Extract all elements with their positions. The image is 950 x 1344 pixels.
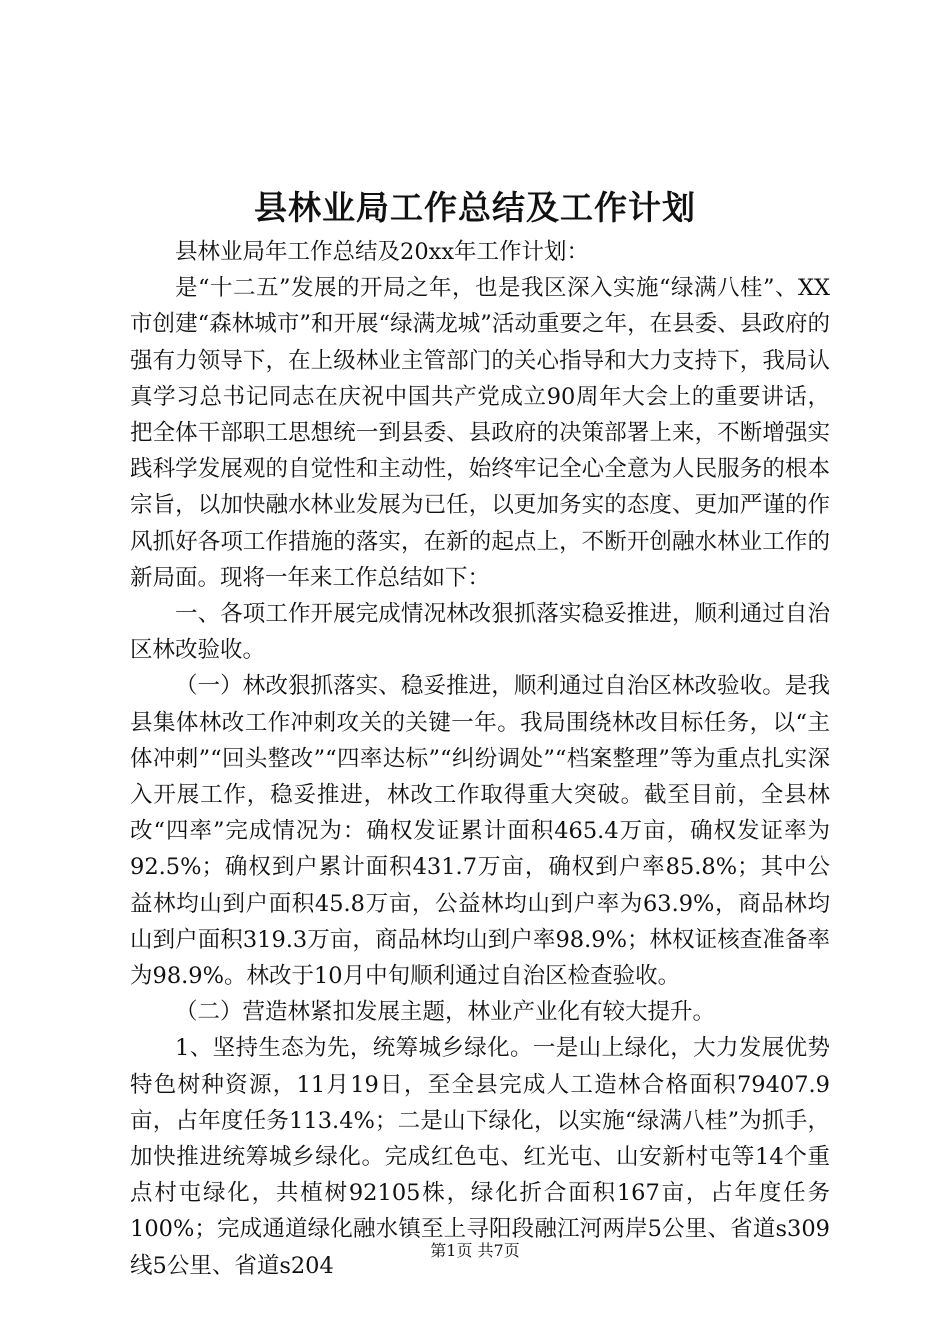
paragraph: 县林业局年工作总结及20xx年工作计划： — [175, 239, 590, 265]
paragraph: （一）林改狠抓落实、稳妥推进，顺利通过自治区林改验收。是我县集体林改工作冲刺攻关的关键一年。我局围绕林改目标任务，以“主体冲刺”“回头整改”“四率达标”“纠纷调处”“档案整理”等为重点扎实深入开展工作，稳妥推进，林改工作取得重大突破。截至目前，全县林改“四率”完成情况为：确权发证累计面积465.4万亩，确权发证率为92.5%；确权到户累计面积431.7万亩，确权到户率85.8%；其中公益林均山到户面积45.8万亩，公益林均山到户率为63.9%，商品林均山到户面积319.3万亩，商品林均山到户率98.9%；林权证核查准备率为98.9%。林改于10月中旬顺利通过自治区检查验收。 — [130, 673, 830, 990]
paragraph: 一、各项工作开展完成情况林改狠抓落实稳妥推进，顺利通过自治区林改验收。 — [130, 601, 830, 664]
paragraph: 是“十二五”发展的开局之年，也是我区深入实施“绿满八桂”、XX市创建“森林城市”和开展“绿满龙城”活动重要之年，在县委、县政府的强有力领导下，在上级林业主管部门的关心指导和大力支持下，我局认真学习总书记同志在庆祝中国共产党成立90周年大会上的重要讲话，把全体干部职工思想统一到县委、县政府的决策部署上来，不断增强实践科学发展观的自觉性和主动性，始终牢记全心全意为人民服务的根本宗旨，以加快融水林业发展为已任，以更加务实的态度、更加严谨的作风抓好各项工作措施的落实，在新的起点上，不断开创融水林业工作的新局面。现将一年来工作总结如下： — [130, 275, 830, 591]
paragraph: （二）营造林紧扣发展主题，林业产业化有较大提升。 — [175, 999, 716, 1026]
document-body — [130, 234, 830, 1284]
paragraph: 1、坚持生态为先，统筹城乡绿化。一是山上绿化，大力发展优势特色树种资源，11月19日，至全县完成人工造林合格面积79407.9亩，占年度任务113.4%；二是山下绿化，以实施“绿满八桂”为抓手，加快推进统筹城乡绿化。完成红色屯、红光屯、山安新村屯等14个重点村屯绿化，共植树92105株，绿化折合面积167亩，占年度任务100%；完成通道绿化融水镇至上寻阳段融江河两岸5公里、省道s309线5公里、省道s204 — [130, 1035, 830, 1279]
document-title: 县林业局工作总结及工作计划 — [254, 188, 696, 227]
page-number-footer: 第1页 共7页 — [430, 1241, 520, 1260]
